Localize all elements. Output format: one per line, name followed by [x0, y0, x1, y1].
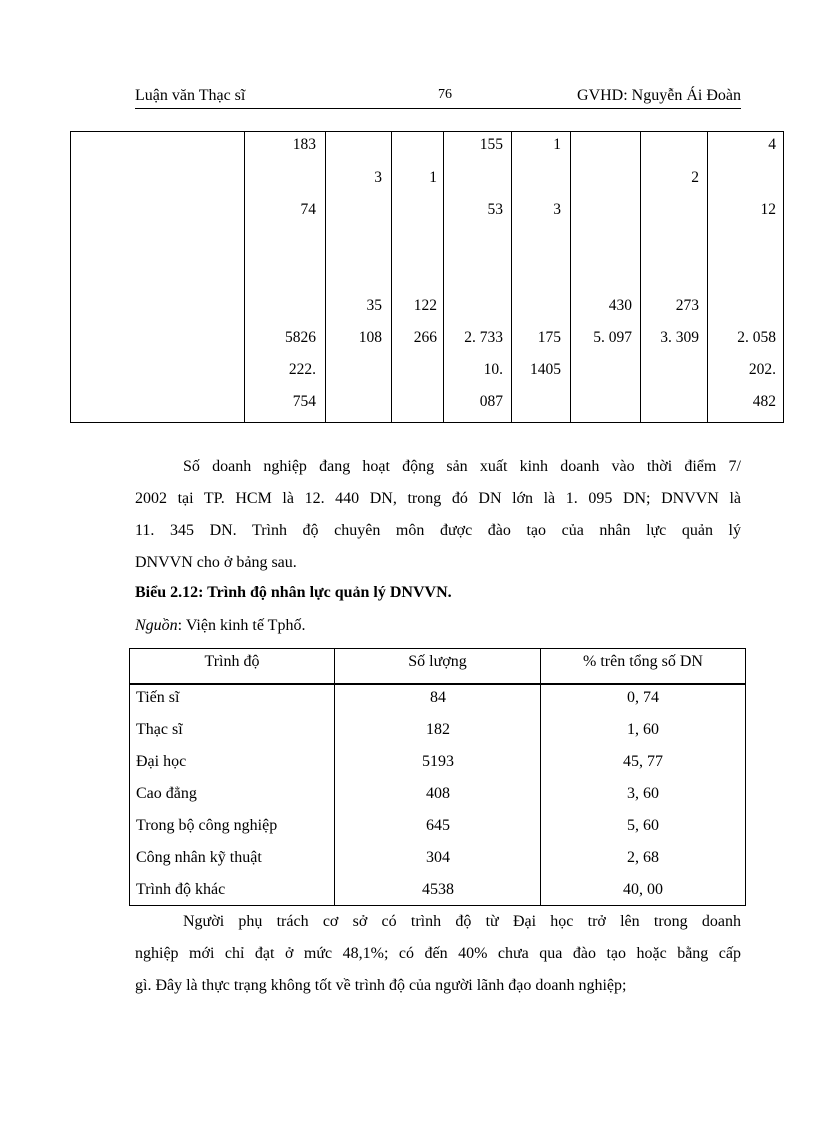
paragraph-line: Người phụ trách cơ sở có trình độ từ Đại học trở lên trong doanh [183, 913, 741, 930]
table-cell: 754 [292, 393, 316, 410]
table-cell: 10. [483, 361, 503, 378]
paragraph-line: gì. Đây là thực trạng không tốt về trình độ của người lãnh đạo doanh nghiệp; [135, 977, 627, 994]
table-cell: 5. 097 [593, 329, 632, 346]
table-cell: 482 [752, 393, 776, 410]
cell-level: Công nhân kỹ thuật [136, 849, 262, 866]
paragraph-leadership [135, 906, 741, 1002]
source-label: Nguồn [135, 617, 178, 634]
table-cell: 087 [479, 393, 503, 410]
paragraph-enterprise-count [135, 451, 741, 579]
header-thesis-label: Luận văn Thạc sĩ [135, 87, 246, 104]
source-text: : Viện kinh tế Tphố. [177, 617, 306, 634]
table-row [130, 781, 745, 813]
paragraph-line: 2002 tại TP. HCM là 12. 440 DN, trong đó DN lớn là 1. 095 DN; DNVVN là [135, 490, 741, 507]
cell-percent: 40, 00 [623, 881, 663, 898]
cell-percent: 5, 60 [627, 817, 659, 834]
paragraph-line: DNVVN cho ở bảng sau. [135, 554, 297, 571]
column-header-percent: % trên tổng số DN [583, 653, 703, 670]
paragraph-line: Số doanh nghiệp đang hoạt động sản xuất kinh doanh vào thời điểm 7/ [183, 458, 741, 475]
page-header [135, 86, 741, 109]
cell-percent: 2, 68 [627, 849, 659, 866]
table-cell: 266 [413, 329, 437, 346]
table-cell: 3 [553, 201, 561, 218]
table-cell: 108 [358, 329, 382, 346]
paragraph-line: nghiệp mới chỉ đạt ở mức 48,1%; có đến 40% chưa qua đào tạo hoặc bằng cấp [135, 945, 741, 962]
table-row [130, 813, 745, 845]
table-row [130, 877, 745, 909]
cell-percent: 1, 60 [627, 721, 659, 738]
cell-count: 4538 [422, 881, 454, 898]
cell-count: 645 [426, 817, 450, 834]
cell-level: Tiến sĩ [136, 689, 180, 706]
cell-count: 408 [426, 785, 450, 802]
cell-count: 182 [426, 721, 450, 738]
table-cell: 53 [487, 201, 503, 218]
table-cell: 3. 309 [660, 329, 699, 346]
table-cell: 74 [300, 201, 316, 218]
table-cell: 273 [675, 297, 699, 314]
table-cell: 202. [748, 361, 776, 378]
header-advisor: GVHD: Nguyễn Ái Đoàn [577, 87, 741, 104]
cell-level: Trong bộ công nghiệp [136, 817, 278, 834]
cell-percent: 3, 60 [627, 785, 659, 802]
table-cell: 1405 [530, 361, 561, 378]
table-cell: 5826 [285, 329, 316, 346]
page-number: 76 [438, 87, 452, 102]
cell-count: 84 [430, 689, 446, 706]
table-cell: 175 [537, 329, 561, 346]
table-cell: 4 [768, 136, 776, 153]
table-cell: 3 [374, 169, 382, 186]
cell-percent: 45, 77 [623, 753, 663, 770]
table-row [130, 845, 745, 877]
table-cell: 1 [429, 169, 437, 186]
qualification-table [129, 648, 746, 906]
table-cell: 2. 733 [464, 329, 503, 346]
continued-data-table [70, 131, 784, 423]
cell-count: 304 [426, 849, 450, 866]
table-caption: Biểu 2.12: Trình độ nhân lực quản lý DNVVN. [135, 584, 452, 601]
table-row [130, 685, 745, 717]
cell-count: 5193 [422, 753, 454, 770]
cell-level: Trình độ khác [136, 881, 226, 898]
table-cell: 430 [608, 297, 632, 314]
table-cell: 222. [288, 361, 316, 378]
table-cell: 35 [366, 297, 382, 314]
table-cell: 2 [691, 169, 699, 186]
table-cell: 122 [413, 297, 437, 314]
cell-level: Cao đẳng [136, 785, 197, 802]
table-row [130, 717, 745, 749]
table-cell: 1 [553, 136, 561, 153]
column-header-count: Số lượng [408, 653, 467, 670]
table-row [130, 749, 745, 781]
cell-level: Đại học [136, 753, 187, 770]
table-source [135, 617, 305, 635]
paragraph-line: 11. 345 DN. Trình độ chuyên môn được đào tạo của nhân lực quản lý [135, 522, 741, 539]
table-cell: 183 [292, 136, 316, 153]
table-cell: 155 [479, 136, 503, 153]
table-cell: 12 [760, 201, 776, 218]
table-cell: 2. 058 [737, 329, 776, 346]
cell-percent: 0, 74 [627, 689, 659, 706]
column-header-level: Trình độ [204, 653, 260, 670]
cell-level: Thạc sĩ [136, 721, 183, 738]
